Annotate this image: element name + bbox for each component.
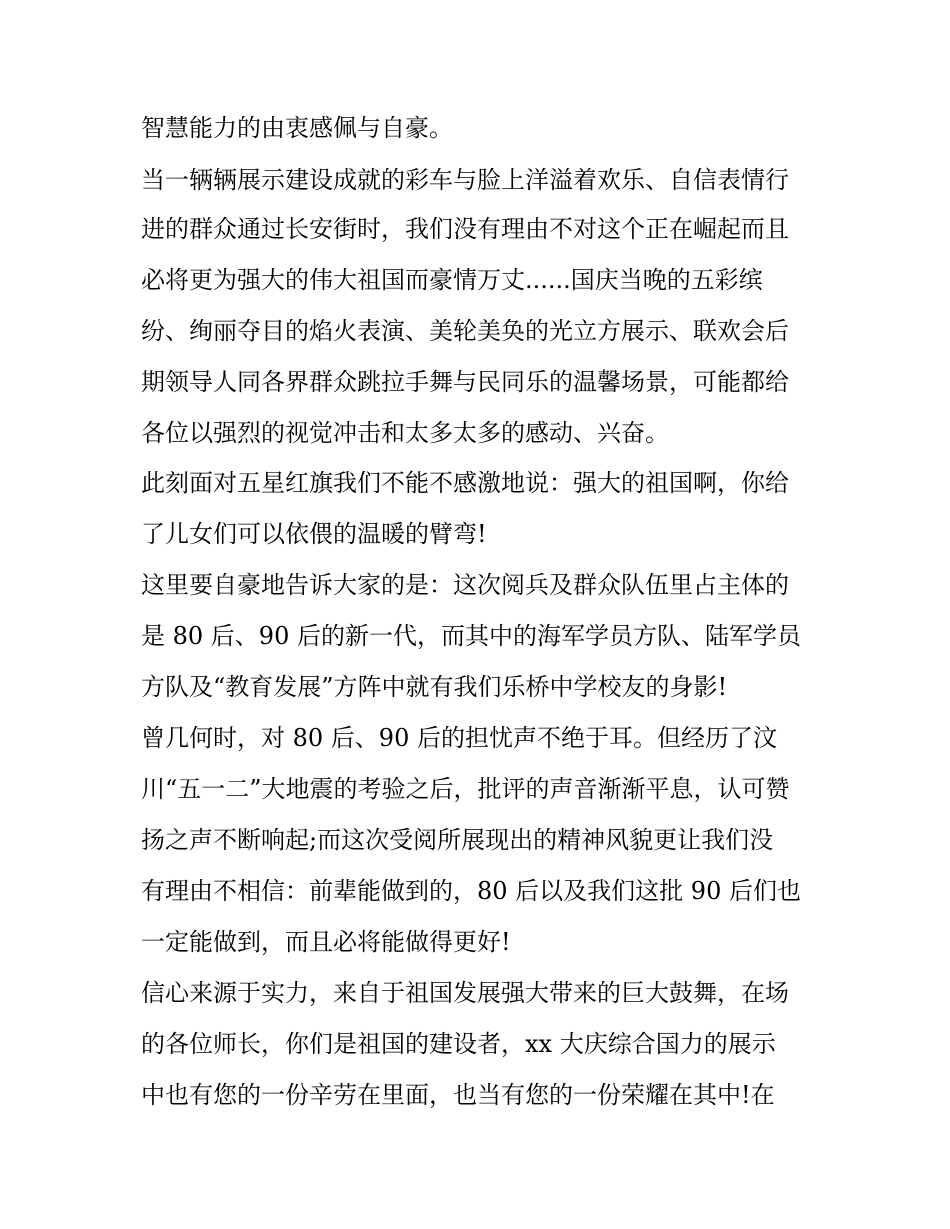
text-line: 扬之声不断响起;而这次受阅所展现出的精神风貌更让我们没 (141, 826, 774, 854)
text-line: 智慧能力的由衷感佩与自豪。 (141, 114, 453, 142)
text-line: 当一辆辆展示建设成就的彩车与脸上洋溢着欢乐、自信表情行 (141, 166, 789, 194)
text-line: 信心来源于实力，来自于祖国发展强大带来的巨大鼓舞，在场 (141, 979, 789, 1007)
text-line: 了儿女们可以依偎的温暖的臂弯! (141, 520, 487, 548)
text-line: 曾几何时，对 80 后、90 后的担忧声不绝于耳。但经历了汶 (141, 724, 777, 752)
text-line: 的各位师长，你们是祖国的建设者，xx 大庆综合国力的展示 (141, 1030, 776, 1058)
text-line: 一定能做到，而且必将能做得更好! (141, 928, 511, 956)
text-line: 期领导人同各界群众跳拉手舞与民同乐的温馨场景，可能都给 (141, 368, 789, 396)
text-line: 有理由不相信：前辈能做到的，80 后以及我们这批 90 后们也 (141, 877, 801, 905)
text-line: 方队及“教育发展”方阵中就有我们乐桥中学校友的身影! (141, 673, 728, 701)
text-line: 川“五一二”大地震的考验之后，批评的声音渐渐平息，认可赞 (141, 775, 790, 803)
text-line: 这里要自豪地告诉大家的是：这次阅兵及群众队伍里占主体的 (141, 571, 789, 599)
text-line: 进的群众通过长安街时，我们没有理由不对这个正在崛起而且 (141, 215, 789, 243)
text-line: 必将更为强大的伟大祖国而豪情万丈......国庆当晚的五彩缤 (141, 266, 763, 294)
text-line: 此刻面对五星红旗我们不能不感激地说：强大的祖国啊，你给 (141, 469, 789, 497)
text-line: 各位以强烈的视觉冲击和太多太多的感动、兴奋。 (141, 419, 669, 447)
text-line: 中也有您的一份辛劳在里面，也当有您的一份荣耀在其中!在 (141, 1081, 775, 1109)
text-line: 是 80 后、90 后的新一代，而其中的海军学员方队、陆军学员 (141, 622, 801, 650)
text-line: 纷、绚丽夺目的焰火表演、美轮美奂的光立方展示、联欢会后 (141, 317, 789, 345)
